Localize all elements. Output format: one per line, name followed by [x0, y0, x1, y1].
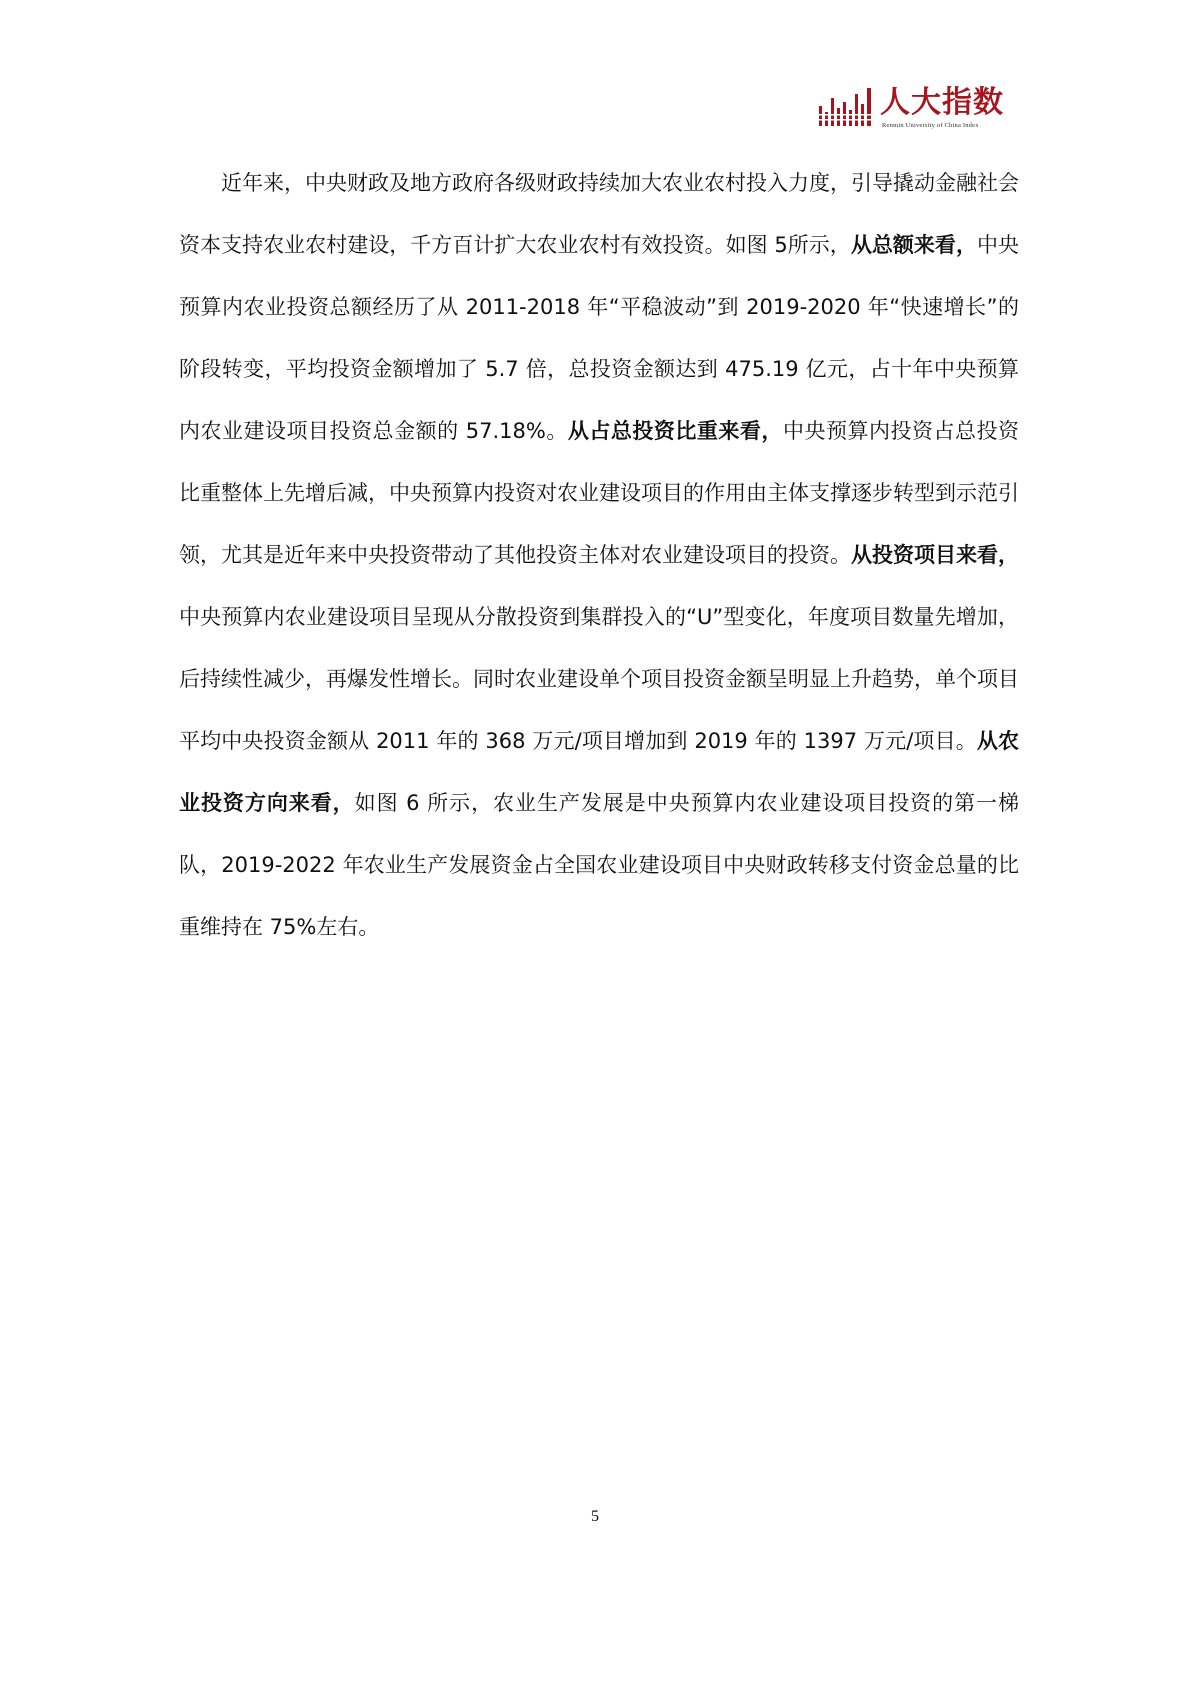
paragraph-text: 近年来，中央财政及地方政府各级财政持续加大农业农村投入力度，引导撬动金融社会资本支持农业农村建设，千方百计扩大农业农村有效投资。如图 5所示， [179, 171, 1019, 257]
emphasis-total-amount: 从总额来看， [850, 233, 977, 257]
logo-title: 人大指数 [880, 85, 1004, 120]
bar-chart-logo-icon [818, 88, 876, 130]
page-number: 5 [591, 1508, 599, 1525]
emphasis-investment-direction: 从农业投资方向来看， [179, 729, 1019, 815]
logo-subtitle: Renmin University of China Index [882, 122, 979, 129]
paragraph-text: 如图 6 所示，农业生产发展是中央预算内农业建设项目投资的第一梯队，2019-2022 年农业生产发展资金占全国农业建设项目中央财政转移支付资金总量的比重维持在 75%左右。 [179, 791, 1019, 939]
emphasis-investment-projects: 从投资项目来看， [851, 543, 1019, 567]
emphasis-investment-share: 从占总投资比重来看， [567, 419, 783, 443]
paragraph-text: 中央预算内投资占总投资比重整体上先增后减，中央预算内投资对农业建设项目的作用由主体支撑逐步转型到示范引领，尤其是近年来中央投资带动了其他投资主体对农业建设项目的投资。 [179, 419, 1020, 567]
paragraph-text: 中央预算内农业建设项目呈现从分散投资到集群投入的“U”型变化，年度项目数量先增加，后持续性减少，再爆发性增长。同时农业建设单个项目投资金额呈明显上升趋势，单个项目平均中央投资金额从 2011 年的 368 万元/项目增加到 2019 年的 1397 万元/项目。 [179, 605, 1019, 753]
body-paragraph [179, 152, 1019, 958]
paragraph-text: 中央预算内农业投资总额经历了从 2011-2018 年“平稳波动”到 2019-2020 年“快速增长”的阶段转变，平均投资金额增加了 5.7 倍，总投资金额达到 475.19 亿元，占十年中央预算内农业建设项目投资总金额的 57.18%。 [179, 233, 1020, 443]
header-logo [818, 82, 1018, 138]
